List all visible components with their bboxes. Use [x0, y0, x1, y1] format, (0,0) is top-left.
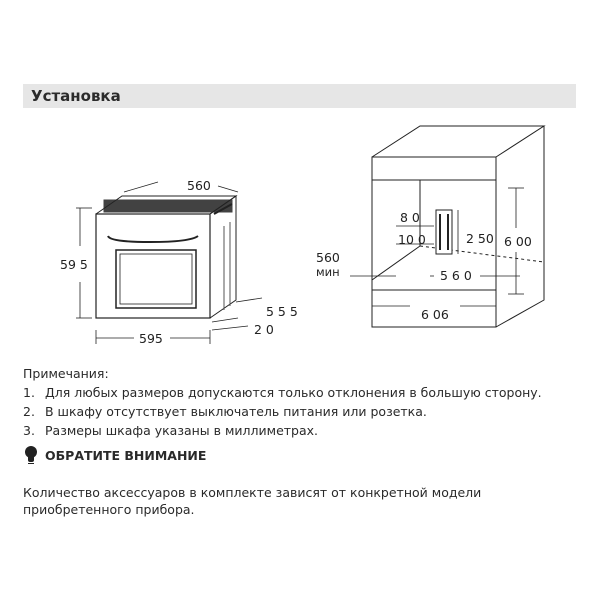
attention-heading — [23, 446, 206, 464]
attention-label: ОБРАТИТЕ ВНИМАНИЕ — [45, 447, 207, 463]
dim-oven-555: 5 5 5 — [266, 304, 298, 319]
note-text: В шкафу отсутствует выключатель питания или розетка. — [45, 404, 427, 419]
dim-cabinet-250: 2 50 — [466, 231, 494, 246]
dim-cabinet-80: 8 0 — [400, 210, 420, 225]
dim-oven-560: 560 — [187, 178, 211, 193]
note-item — [23, 421, 542, 440]
notes-section — [23, 364, 542, 440]
oven-drawing — [96, 196, 236, 318]
accessories-paragraph: Количество аксессуаров в комплекте зависят от конкретной модели приобретенного прибора. — [23, 485, 482, 517]
note-item — [23, 402, 542, 421]
dim-oven-20: 2 0 — [254, 322, 274, 337]
dim-cabinet-min: мин — [316, 265, 340, 279]
dim-cabinet-606: 6 06 — [421, 307, 449, 322]
note-number: 2. — [23, 404, 35, 419]
dim-cabinet-560-depth: 560 — [316, 250, 340, 265]
lightbulb-icon — [23, 446, 39, 464]
note-number: 1. — [23, 385, 35, 400]
note-item — [23, 383, 542, 402]
dim-cabinet-560-width: 5 6 0 — [440, 268, 472, 283]
note-text: Размеры шкафа указаны в миллиметрах. — [45, 423, 319, 438]
note-number: 3. — [23, 423, 35, 438]
section-title: Установка — [31, 87, 121, 105]
notes-heading: Примечания: — [23, 366, 109, 381]
dim-oven-595-height: 59 5 — [60, 257, 88, 272]
dim-cabinet-100: 10 0 — [398, 232, 426, 247]
dim-cabinet-600: 6 00 — [504, 234, 532, 249]
dim-oven-595-width: 595 — [139, 331, 163, 346]
note-text: Для любых размеров допускаются только отклонения в большую сторону. — [45, 385, 542, 400]
